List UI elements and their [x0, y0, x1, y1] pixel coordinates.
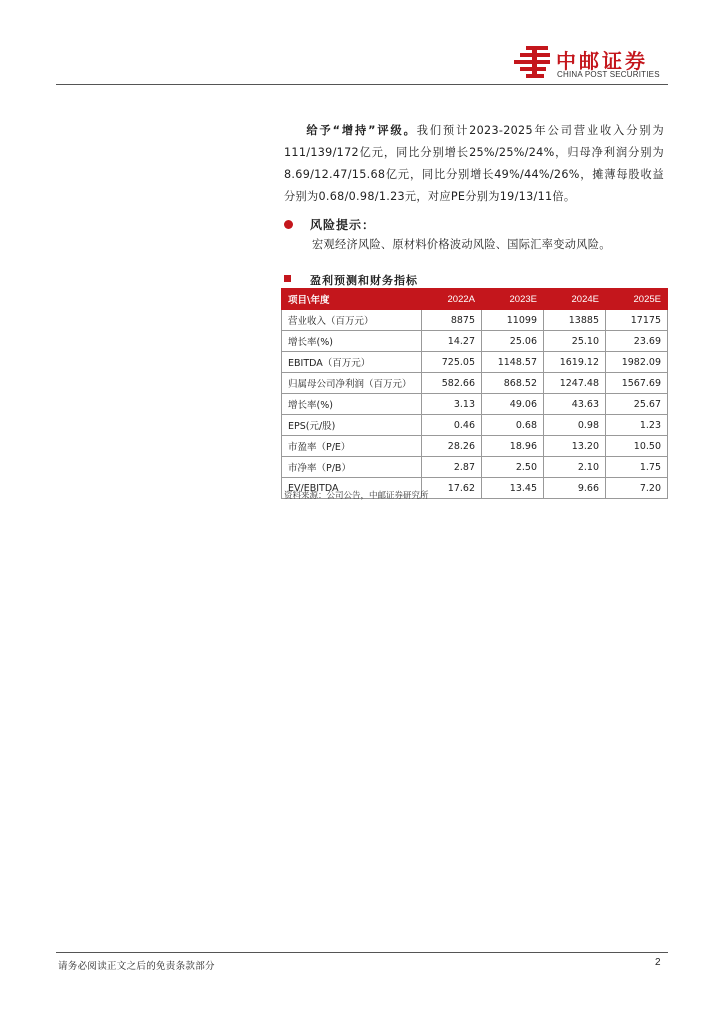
table-row [282, 415, 668, 436]
table-cell: 43.63 [544, 394, 606, 415]
row-label: 增长率(%) [282, 331, 422, 352]
china-post-logo-icon [512, 44, 552, 82]
table-cell: 28.26 [422, 436, 482, 457]
table-cell: 582.66 [422, 373, 482, 394]
rating-lead: 给予“增持”评级。 [306, 124, 417, 137]
row-label: EPS(元/股) [282, 415, 422, 436]
table-cell: 25.67 [606, 394, 668, 415]
table-cell: 0.98 [544, 415, 606, 436]
row-label: 市盈率（P/E） [282, 436, 422, 457]
table-cell: 13885 [544, 310, 606, 331]
table-cell: 868.52 [482, 373, 544, 394]
bullet-dot-icon [284, 220, 293, 229]
footer-disclaimer: 请务必阅读正文之后的免责条款部分 [58, 961, 215, 972]
table-cell: 1619.12 [544, 352, 606, 373]
row-label: EBITDA（百万元） [282, 352, 422, 373]
table-header-row [282, 289, 668, 310]
page-number: 2 [655, 957, 661, 968]
table-cell: 2.87 [422, 457, 482, 478]
risk-text: 宏观经济风险、原材料价格波动风险、国际汇率变动风险。 [312, 238, 611, 251]
table-cell: 2.50 [482, 457, 544, 478]
table-cell: 23.69 [606, 331, 668, 352]
rating-summary [284, 120, 664, 208]
table-cell: 3.13 [422, 394, 482, 415]
column-header: 2023E [482, 289, 544, 310]
table-cell: 1982.09 [606, 352, 668, 373]
column-header: 2025E [606, 289, 668, 310]
table-cell: 0.46 [422, 415, 482, 436]
table-cell: 1567.69 [606, 373, 668, 394]
table-cell: 13.45 [482, 478, 544, 499]
rating-text: 我们预计2023-2025年公司营业收入分别为111/139/172亿元，同比分别增长25%/25%/24%，归母净利润分别为8.69/12.47/15.68亿元，同比分别增长49%/44%/26%，摊薄每股收益分别为0.68/0.98/1.23元，对应PE分别为19/13/11倍。 [284, 124, 664, 203]
risk-heading [284, 216, 664, 234]
row-label: 归属母公司净利润（百万元） [282, 373, 422, 394]
table-cell: 25.10 [544, 331, 606, 352]
table-cell: 13.20 [544, 436, 606, 457]
table-row [282, 436, 668, 457]
table-cell: 0.68 [482, 415, 544, 436]
table-cell: 1247.48 [544, 373, 606, 394]
column-header: 2024E [544, 289, 606, 310]
table-cell: 25.06 [482, 331, 544, 352]
table-cell: 11099 [482, 310, 544, 331]
table-row [282, 394, 668, 415]
table-cell: 17.62 [422, 478, 482, 499]
row-label: 市净率（P/B） [282, 457, 422, 478]
table-cell: 10.50 [606, 436, 668, 457]
table-heading [284, 272, 664, 288]
square-bullet-icon [284, 275, 291, 282]
table-row [282, 457, 668, 478]
table-cell: 1.75 [606, 457, 668, 478]
table-cell: 8875 [422, 310, 482, 331]
table-row [282, 373, 668, 394]
brand-name: 中邮证券 [556, 49, 648, 73]
table-cell: 725.05 [422, 352, 482, 373]
table-cell: 17175 [606, 310, 668, 331]
table-cell: 1.23 [606, 415, 668, 436]
table-row [282, 352, 668, 373]
footer-divider [56, 952, 668, 953]
brand-logo [512, 44, 672, 82]
table-row [282, 331, 668, 352]
financial-forecast-table [281, 288, 668, 499]
column-header: 项目\年度 [282, 289, 422, 310]
header-divider [56, 84, 668, 85]
risk-title: 风险提示： [310, 218, 376, 232]
row-label: 增长率(%) [282, 394, 422, 415]
table-cell: 14.27 [422, 331, 482, 352]
table-source-note: 资料来源：公司公告，中邮证券研究所 [284, 491, 429, 501]
table-cell: 7.20 [606, 478, 668, 499]
brand-subtitle: CHINA POST SECURITIES [557, 70, 660, 79]
table-row [282, 310, 668, 331]
table-cell: 18.96 [482, 436, 544, 457]
column-header: 2022A [422, 289, 482, 310]
table-title: 盈利预测和财务指标 [310, 274, 418, 287]
table-cell: 2.10 [544, 457, 606, 478]
table-cell: 1148.57 [482, 352, 544, 373]
row-label: EV/EBITDA [282, 478, 422, 499]
row-label: 营业收入（百万元） [282, 310, 422, 331]
table-cell: 9.66 [544, 478, 606, 499]
table-cell: 49.06 [482, 394, 544, 415]
